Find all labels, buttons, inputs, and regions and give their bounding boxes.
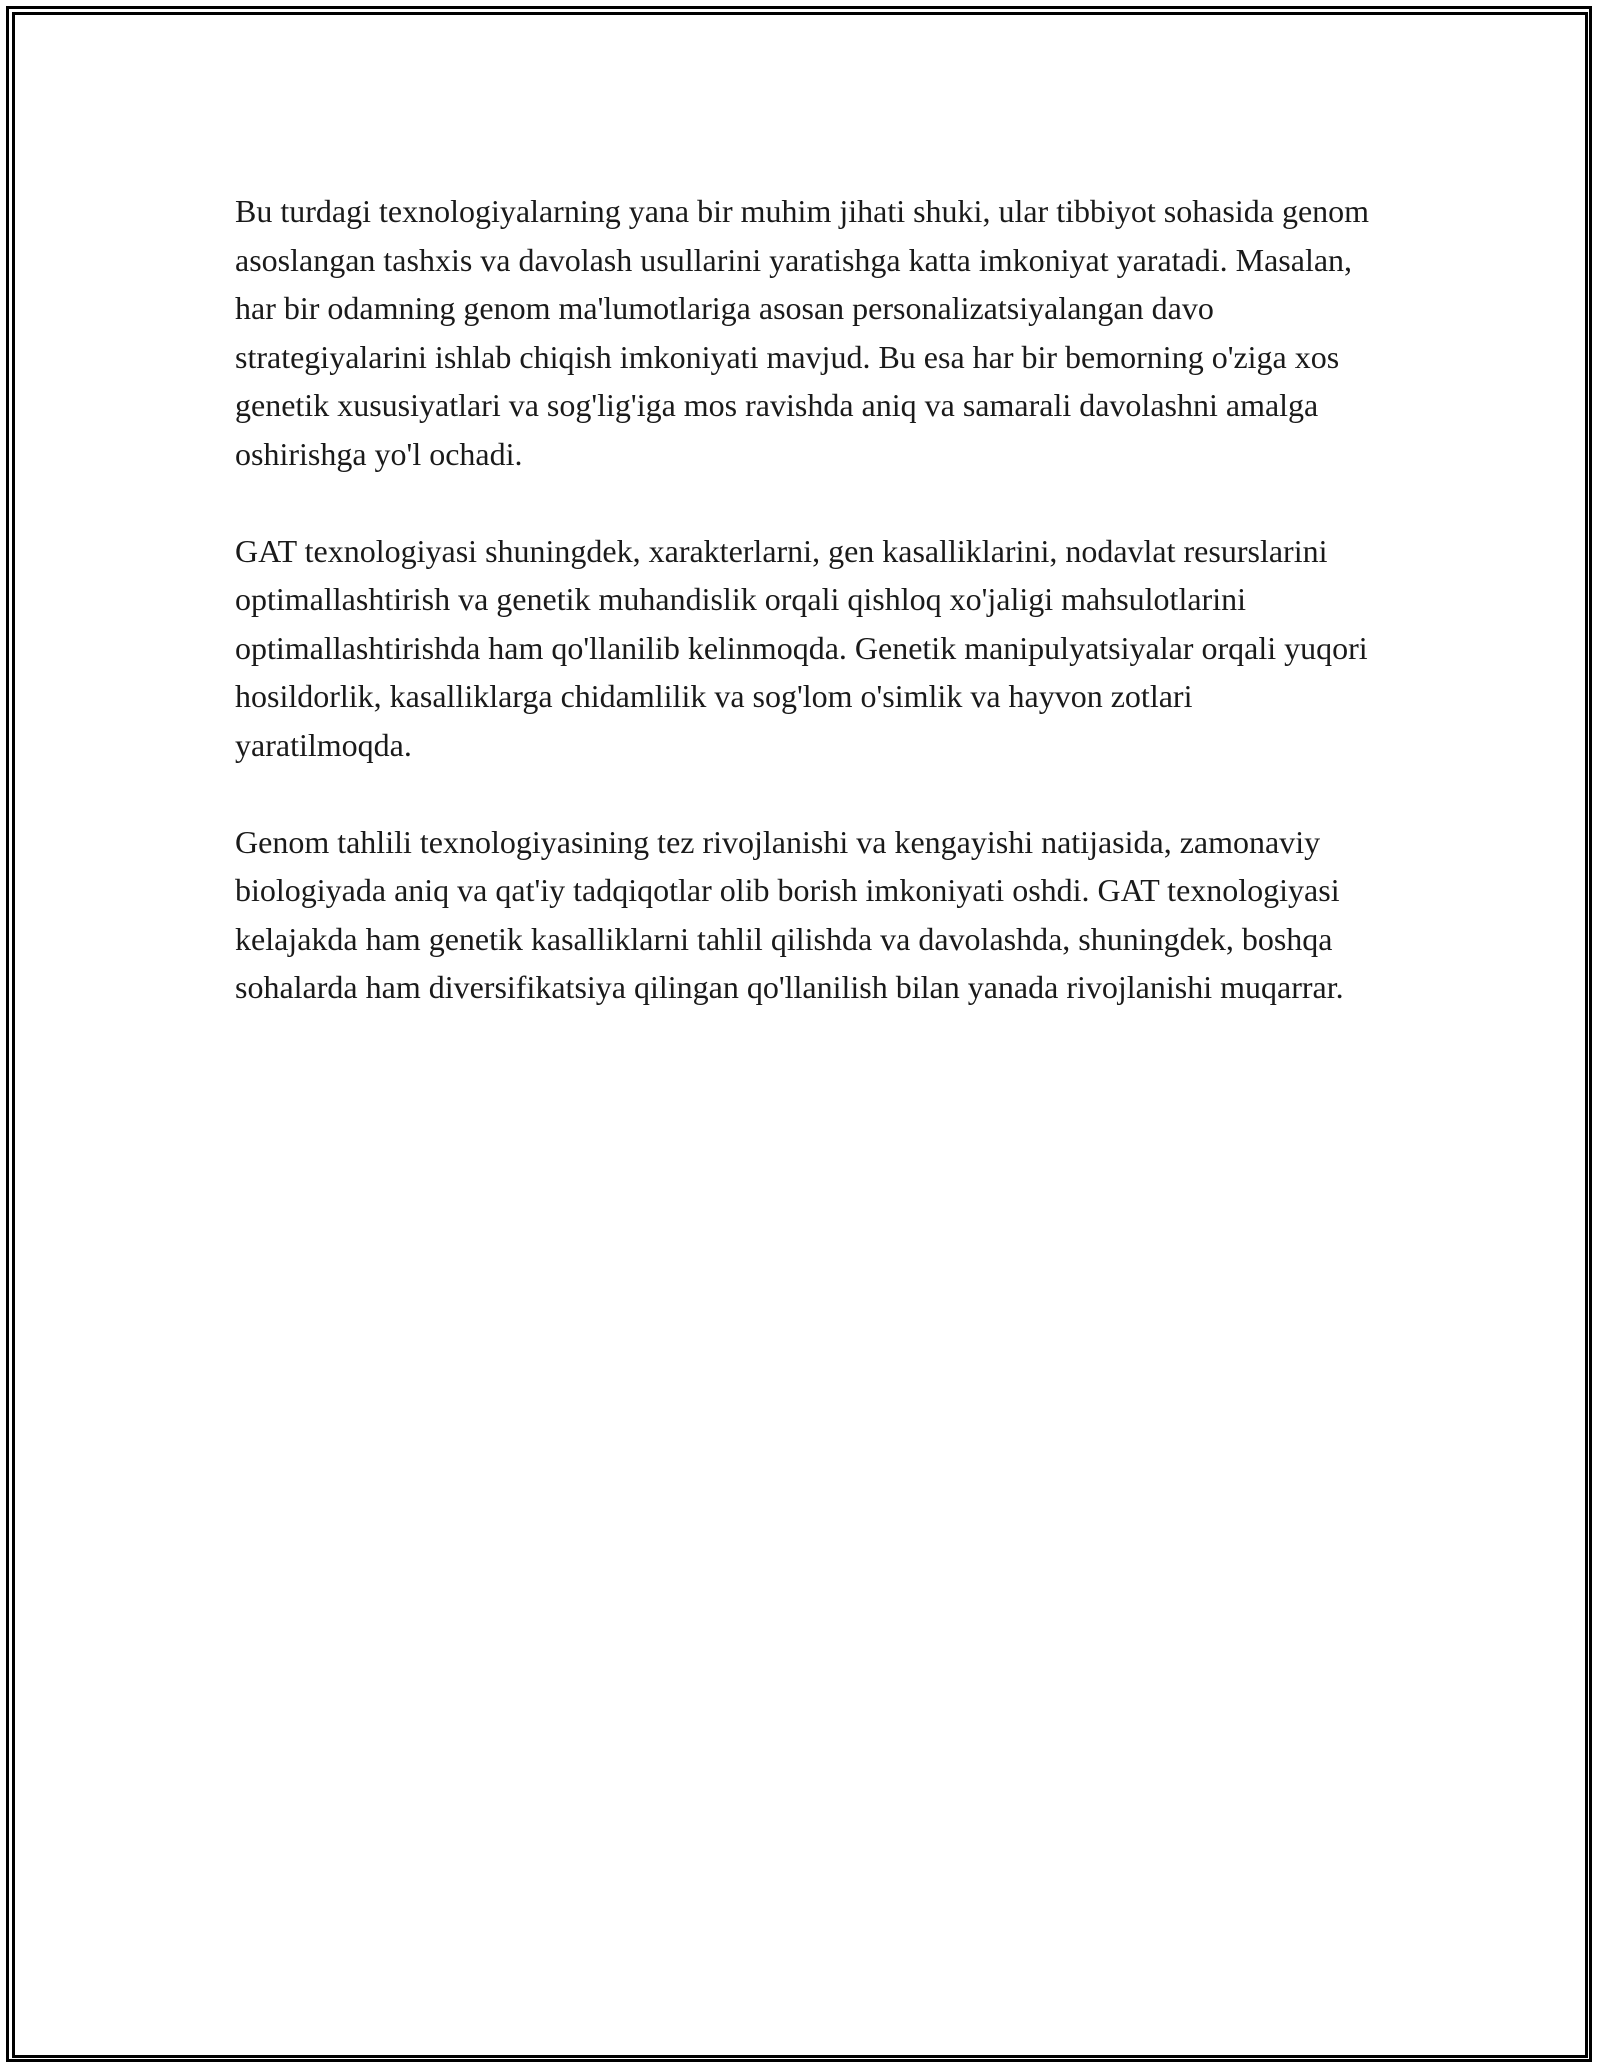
document-body <box>235 187 1370 1060</box>
paragraph-2: GAT texnologiyasi shuningdek, xarakterlarni, gen kasalliklarini, nodavlat resurslarini optimallashtirish va genetik muhandislik orqali qishloq xo'jaligi mahsulotlarini optimallashtirishda ham qo'llanilib kelinmoqda. Genetik manipulyatsiyalar orqali yuqori hosildorlik, kasalliklarga chidamlilik va sog'lom o'simlik va hayvon zotlari yaratilmoqda. <box>235 532 1368 763</box>
paragraph-3: Genom tahlili texnologiyasining tez rivojlanishi va kengayishi natijasida, zamonaviy biologiyada aniq va qat'iy tadqiqotlar olib borish imkoniyati oshdi. GAT texnologiyasi kelajakda ham genetik kasalliklarni tahlil qilishda va davolashda, shuningdek, boshqa sohalarda ham diversifikatsiya qilingan qo'llanilish bilan yanada rivojlanishi muqarrar. <box>235 823 1344 1005</box>
paragraph-1: Bu turdagi texnologiyalarning yana bir muhim jihati shuki, ular tibbiyot sohasida genom asoslangan tashxis va davolash usullarini yaratishga katta imkoniyat yaratadi. Masalan, har bir odamning genom ma'lumotlariga asosan personalizatsiyalangan davo strategiyalarini ishlab chiqish imkoniyati mavjud. Bu esa har bir bemorning o'ziga xos genetik xususiyatlari va sog'lig'iga mos ravishda aniq va samarali davolashni amalga oshirishga yo'l ochadi. <box>235 193 1370 472</box>
